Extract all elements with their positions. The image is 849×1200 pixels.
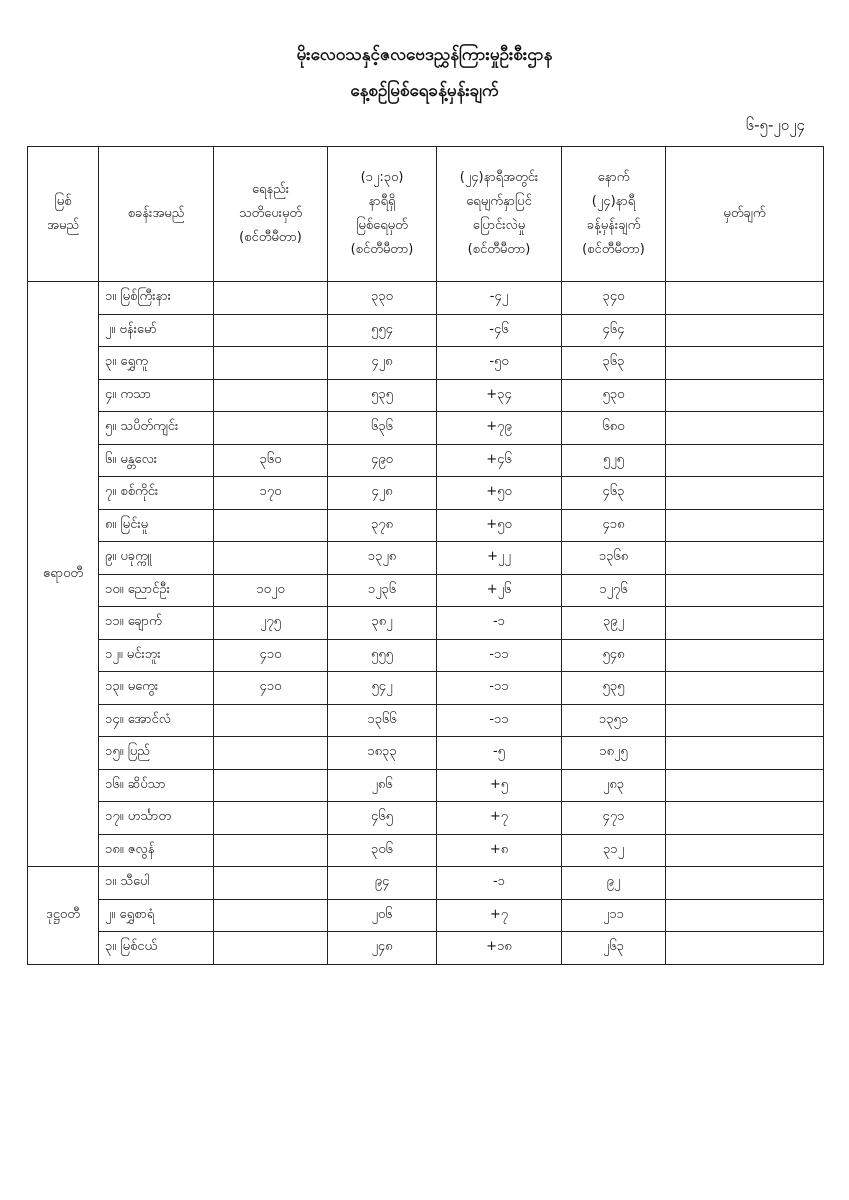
forecast-cell: ၄၇၁ [562,802,666,835]
table-row [28,932,824,965]
remark-cell [666,899,824,932]
remark-cell [666,314,824,347]
change-cell: -၁၁ [437,704,562,737]
remark-cell [666,867,824,900]
change-cell: -၅ [437,737,562,770]
remark-cell [666,704,824,737]
header-line: (၂၄)နာရီ [591,194,636,209]
remark-cell [666,412,824,445]
forecast-cell: ၉၂ [562,867,666,900]
change-cell: +၅၀ [437,477,562,510]
water-level-cell: ၁၂၃၆ [328,574,437,607]
water-level-cell: ၅၅၄ [328,314,437,347]
table-row [28,899,824,932]
header-line: (စင်တီမီတာ) [582,242,645,257]
warning-level-cell [214,867,328,900]
forecast-cell: ၄၆၄ [562,314,666,347]
warning-level-cell [214,704,328,737]
station-cell: ၇။ စစ်ကိုင်း [99,477,214,510]
station-cell: ၆။ မန္တလေး [99,444,214,477]
remark-cell [666,542,824,575]
warning-level-cell: ၄၁၀ [214,639,328,672]
report-date: ၆-၅-၂၀၂၄ [745,116,805,134]
warning-level-cell [214,802,328,835]
table-row [28,444,824,477]
station-cell: ၉။ ပခုက္ကူ [99,542,214,575]
change-cell: -၄၂ [437,282,562,315]
header-24h-change [437,147,562,282]
warning-level-cell: ၁၀၂၀ [214,574,328,607]
remark-cell [666,802,824,835]
station-cell: ၁။ သီပေါ [99,867,214,900]
table-row [28,347,824,380]
table-row [28,477,824,510]
station-cell: ၁၁။ ချောက် [99,607,214,640]
forecast-cell: ၃၉၂ [562,607,666,640]
station-cell: ၁၅။ ပြည် [99,737,214,770]
station-cell: ၁၄။ အောင်လံ [99,704,214,737]
water-level-cell: ၃၀၆ [328,834,437,867]
warning-level-cell: ၂၇၅ [214,607,328,640]
change-cell: +၇ [437,802,562,835]
change-cell: +၄၆ [437,444,562,477]
station-cell: ၈။ မြင်းမူ [99,509,214,542]
warning-level-cell: ၄၁၀ [214,672,328,705]
station-cell: ၁၈။ ဇလွန် [99,834,214,867]
water-level-cell: ၃၈၂ [328,607,437,640]
header-remark [666,147,824,282]
header-line: စခန်းအမည် [127,206,185,221]
forecast-cell: ၅၃၀ [562,379,666,412]
remark-cell [666,639,824,672]
water-level-cell: ၂၈၆ [328,769,437,802]
table-row [28,737,824,770]
remark-cell [666,379,824,412]
station-cell: ၅။ သပိတ်ကျင်း [99,412,214,445]
change-cell: -၄၆ [437,314,562,347]
remark-cell [666,607,824,640]
table-row [28,769,824,802]
warning-level-cell [214,509,328,542]
table-row [28,639,824,672]
station-cell: ၄။ ကသာ [99,379,214,412]
table-row [28,574,824,607]
table-row [28,802,824,835]
change-cell: +၂၂ [437,542,562,575]
table-row [28,314,824,347]
page-title: မိုးလေဝသနှင့်ဇလဗေဒညွှန်ကြားမှုဦးစီးဌာန [296,45,553,65]
station-cell: ၃။ ရွှေကူ [99,347,214,380]
remark-cell [666,672,824,705]
forecast-cell: ၄၆၃ [562,477,666,510]
water-level-cell: ၅၄၂ [328,672,437,705]
warning-level-cell [214,737,328,770]
table-row [28,282,824,315]
header-line: (၁၂:၃၀) [360,170,404,185]
station-cell: ၁၀။ ညောင်ဦး [99,574,214,607]
station-cell: ၁၇။ ဟင်္သာတ [99,802,214,835]
header-line: ပြောင်းလဲမှု [472,218,526,233]
river-name-cell: ဒုဋ္ဌဝတီ [28,867,99,965]
station-cell: ၁၂။ မင်းဘူး [99,639,214,672]
station-cell: ၁၃။ မကွေး [99,672,214,705]
remark-cell [666,347,824,380]
water-level-cell: ၄၂၈ [328,347,437,380]
water-level-cell: ၄၂၈ [328,477,437,510]
water-level-cell: ၁၃၆၆ [328,704,437,737]
change-cell: +၈ [437,834,562,867]
header-line: မြစ် [54,194,72,209]
water-level-cell: ၂၄၈ [328,932,437,965]
header-line: မြစ်ရေမှတ် [356,218,408,233]
forecast-cell: ၃၄၀ [562,282,666,315]
forecast-cell: ၅၄၈ [562,639,666,672]
table-row [28,607,824,640]
remark-cell [666,769,824,802]
header-line: ရေမျက်နှာပြင် [466,194,532,209]
header-line: (စင်တီမီတာ) [350,242,414,257]
station-cell: ၁။ မြစ်ကြီးနား [99,282,214,315]
remark-cell [666,574,824,607]
station-cell: ၁၆။ ဆိပ်သာ [99,769,214,802]
change-cell: +၂၆ [437,574,562,607]
station-cell: ၃။ မြစ်ငယ် [99,932,214,965]
table-row [28,834,824,867]
header-line: နာရီရှိ [368,194,396,209]
table-row [28,379,824,412]
warning-level-cell [214,314,328,347]
forecast-cell: ၂၈၃ [562,769,666,802]
remark-cell [666,834,824,867]
station-cell: ၂။ ဗန်းမော် [99,314,214,347]
water-level-cell: ၆၃၆ [328,412,437,445]
water-level-cell: ၅၅၅ [328,639,437,672]
change-cell: -၁ [437,867,562,900]
change-cell: -၅၀ [437,347,562,380]
remark-cell [666,737,824,770]
forecast-cell: ၃၁၂ [562,834,666,867]
warning-level-cell [214,899,328,932]
remark-cell [666,282,824,315]
change-cell: -၁၁ [437,672,562,705]
water-level-cell: ၅၃၅ [328,379,437,412]
water-level-cell: ၄၉၀ [328,444,437,477]
warning-level-cell: ၁၇၀ [214,477,328,510]
warning-level-cell [214,412,328,445]
warning-level-cell [214,347,328,380]
warning-level-cell [214,834,328,867]
warning-level-cell [214,932,328,965]
header-line: (၂၄)နာရီအတွင်း [459,170,539,185]
header-line: (စင်တီမီတာ) [467,242,531,257]
remark-cell [666,444,824,477]
river-name-cell: ဧရာဝတီ [28,282,99,867]
forecast-cell: ၂၆၃ [562,932,666,965]
change-cell: +၅၀ [437,509,562,542]
forecast-cell: ၁၃၅၁ [562,704,666,737]
change-cell: +၇ [437,899,562,932]
header-water-level [328,147,437,282]
header-line: (စင်တီမီတာ) [239,230,302,245]
table-row [28,542,824,575]
header-line: နောက် [597,170,630,185]
water-level-cell: ၄၆၅ [328,802,437,835]
water-level-cell: ၉၄ [328,867,437,900]
water-level-cell: ၃၃၀ [328,282,437,315]
warning-level-cell [214,542,328,575]
header-line: အမည် [47,218,79,233]
change-cell: +၃၄ [437,379,562,412]
remark-cell [666,932,824,965]
water-level-cell: ၁၃၂၈ [328,542,437,575]
forecast-cell: ၆၈၀ [562,412,666,445]
header-station [99,147,214,282]
header-warning-level [214,147,328,282]
table-row [28,509,824,542]
header-line: ရေနည်း [251,182,290,197]
forecast-cell: ၅၃၅ [562,672,666,705]
forecast-cell: ၁၈၂၅ [562,737,666,770]
header-forecast [562,147,666,282]
table-row [28,672,824,705]
change-cell: -၁ [437,607,562,640]
table-row [28,704,824,737]
table-row [28,412,824,445]
station-cell: ၂။ ရွှေစာရံ [99,899,214,932]
forecast-table [27,146,824,965]
forecast-cell: ၁၃၆၈ [562,542,666,575]
water-level-cell: ၃၇၈ [328,509,437,542]
forecast-cell: ၃၆၃ [562,347,666,380]
water-level-cell: ၂၀၆ [328,899,437,932]
warning-level-cell [214,282,328,315]
warning-level-cell [214,769,328,802]
table-row [28,867,824,900]
header-line: သတိပေးမှတ် [238,206,303,221]
header-line: ခန့်မှန်းချက် [586,218,641,233]
change-cell: +၇၉ [437,412,562,445]
change-cell: +၁၈ [437,932,562,965]
warning-level-cell [214,379,328,412]
remark-cell [666,509,824,542]
header-row [28,147,824,282]
water-level-cell: ၁၈၃၃ [328,737,437,770]
remark-cell [666,477,824,510]
warning-level-cell: ၃၆၀ [214,444,328,477]
forecast-cell: ၁၂၇၆ [562,574,666,607]
header-river [28,147,99,282]
forecast-cell: ၅၂၅ [562,444,666,477]
forecast-cell: ၂၁၁ [562,899,666,932]
change-cell: -၁၁ [437,639,562,672]
forecast-cell: ၄၁၈ [562,509,666,542]
page-subtitle: နေ့စဉ်မြစ်ရေခန့်မှန်းချက် [350,81,499,101]
change-cell: +၅ [437,769,562,802]
header-line: မှတ်ချက် [723,206,766,221]
